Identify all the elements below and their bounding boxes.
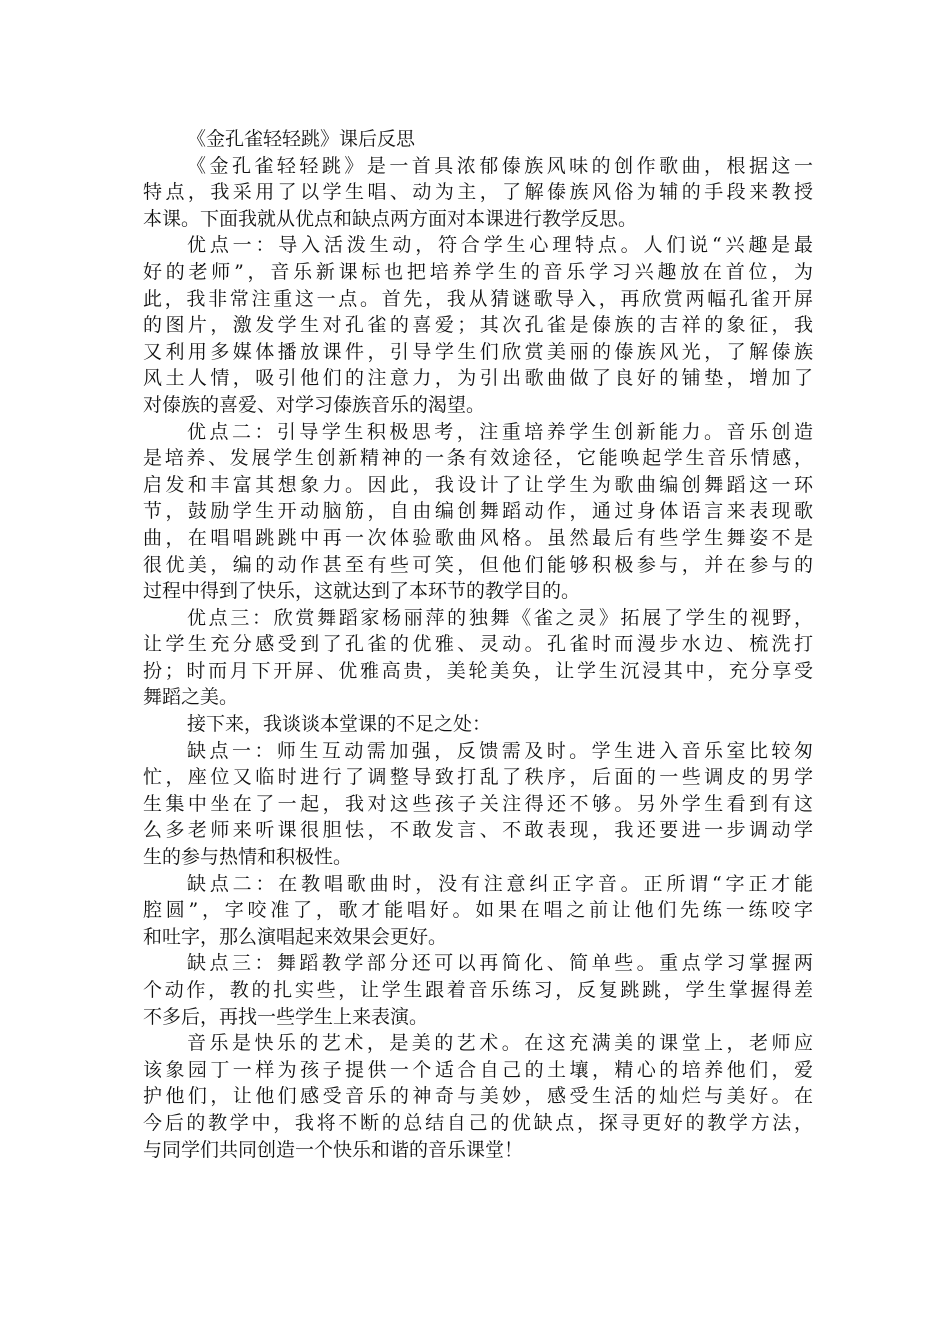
text-line: 生集中坐在了一起，我对这些孩子关注得还不够。另外学生看到有这 [143, 792, 813, 815]
text-line: 和吐字，那么演唱起来效果会更好。 [143, 925, 448, 948]
paragraph-advantage-1 [143, 232, 813, 418]
text-line: 节，鼓励学生开动脑筋，自由编创舞蹈动作，通过身体语言来表现歌 [143, 500, 813, 523]
text-line: 缺点一：师生互动需加强，反馈需及时。学生进入音乐室比较匆 [187, 739, 813, 762]
text-line: 曲，在唱唱跳跳中再一次体验歌曲风格。虽然最后有些学生舞姿不是 [143, 526, 813, 549]
text-line: 忙，座位又临时进行了调整导致打乱了秩序，后面的一些调皮的男学 [143, 766, 813, 789]
text-line: 此，我非常注重这一点。首先，我从猜谜歌导入，再欣赏两幅孔雀开屏 [143, 287, 813, 310]
text-line: 护他们，让他们感受音乐的神奇与美妙，感受生活的灿烂与美好。在 [143, 1085, 813, 1108]
paragraph-shortcoming-3 [143, 950, 813, 1030]
text-line: 不多后，再找一些学生上来表演。 [143, 1005, 429, 1028]
text-line: 对傣族的喜爱、对学习傣族音乐的渴望。 [143, 393, 486, 416]
text-line: 风土人情，吸引他们的注意力，为引出歌曲做了良好的铺垫，增加了 [143, 367, 813, 390]
document-page [143, 126, 813, 1163]
paragraph-shortcoming-1 [143, 738, 813, 871]
text-line: 腔圆”，字咬准了，歌才能唱好。如果在唱之前让他们先练一练咬字 [143, 899, 813, 922]
text-line: 好的老师”，音乐新课标也把培养学生的音乐学习兴趣放在首位，为 [143, 260, 813, 283]
text-line: 今后的教学中，我将不断的总结自己的优缺点，探寻更好的教学方法， [143, 1111, 813, 1134]
text-line: 舞蹈之美。 [143, 686, 239, 709]
text-line: 么多老师来听课很胆怯，不敢发言、不敢表现，我还要进一步调动学 [143, 819, 813, 842]
document-title: 《金孔雀轻轻跳》课后反思 [187, 128, 416, 150]
paragraph-shortcoming-2 [143, 871, 813, 951]
text-line: 该象园丁一样为孩子提供一个适合自己的土壤，精心的培养他们，爱 [143, 1058, 813, 1081]
text-line: 优点一：导入活泼生动，符合学生心理特点。人们说“兴趣是最 [187, 234, 813, 257]
text-line: 启发和丰富其想象力。因此，我设计了让学生为歌曲编创舞蹈这一环 [143, 473, 813, 496]
text-line: 音乐是快乐的艺术，是美的艺术。在这充满美的课堂上，老师应 [187, 1032, 813, 1055]
text-line: 优点二：引导学生积极思考，注重培养学生创新能力。音乐创造 [187, 420, 813, 443]
text-line: 《金孔雀轻轻跳》是一首具浓郁傣族风味的创作歌曲，根据这一 [187, 154, 813, 177]
text-line: 很优美，编的动作甚至有些可笑，但他们能够积极参与，并在参与的 [143, 553, 813, 576]
paragraph-advantage-3 [143, 605, 813, 711]
text-line: 又利用多媒体播放课件，引导学生们欣赏美丽的傣族风光，了解傣族 [143, 340, 813, 363]
text-line: 本课。下面我就从优点和缺点两方面对本课进行教学反思。 [143, 207, 638, 230]
paragraph-intro [143, 153, 813, 233]
text-line: 让学生充分感受到了孔雀的优雅、灵动。孔雀时而漫步水边、梳洗打 [143, 633, 813, 656]
text-line: 是培养、发展学生创新精神的一条有效途径，它能唤起学生音乐情感， [143, 447, 813, 470]
text-line: 缺点三：舞蹈教学部分还可以再简化、简单些。重点学习掌握两 [187, 952, 813, 975]
paragraph-transition [143, 711, 813, 738]
text-line: 扮；时而月下开屏、优雅高贵，美轮美奂，让学生沉浸其中，充分享受 [143, 659, 813, 682]
text-line: 接下来，我谈谈本堂课的不足之处： [187, 713, 492, 736]
text-line: 优点三：欣赏舞蹈家杨丽萍的独舞《雀之灵》拓展了学生的视野， [187, 606, 813, 629]
text-line: 生的参与热情和积极性。 [143, 846, 353, 869]
text-line: 特点，我采用了以学生唱、动为主，了解傣族风俗为辅的手段来教授 [143, 181, 813, 204]
paragraph-conclusion [143, 1030, 813, 1163]
text-line: 过程中得到了快乐，这就达到了本环节的教学目的。 [143, 580, 581, 603]
text-line: 与同学们共同创造一个快乐和谐的音乐课堂！ [143, 1138, 524, 1161]
paragraph-advantage-2 [143, 419, 813, 605]
text-line: 个动作，教的扎实些，让学生跟着音乐练习，反复跳跳，学生掌握得差 [143, 979, 813, 1001]
text-line: 缺点二：在教唱歌曲时，没有注意纠正字音。正所谓“字正才能 [187, 872, 813, 895]
text-line: 的图片，激发学生对孔雀的喜爱；其次孔雀是傣族的吉祥的象征，我 [143, 314, 813, 337]
